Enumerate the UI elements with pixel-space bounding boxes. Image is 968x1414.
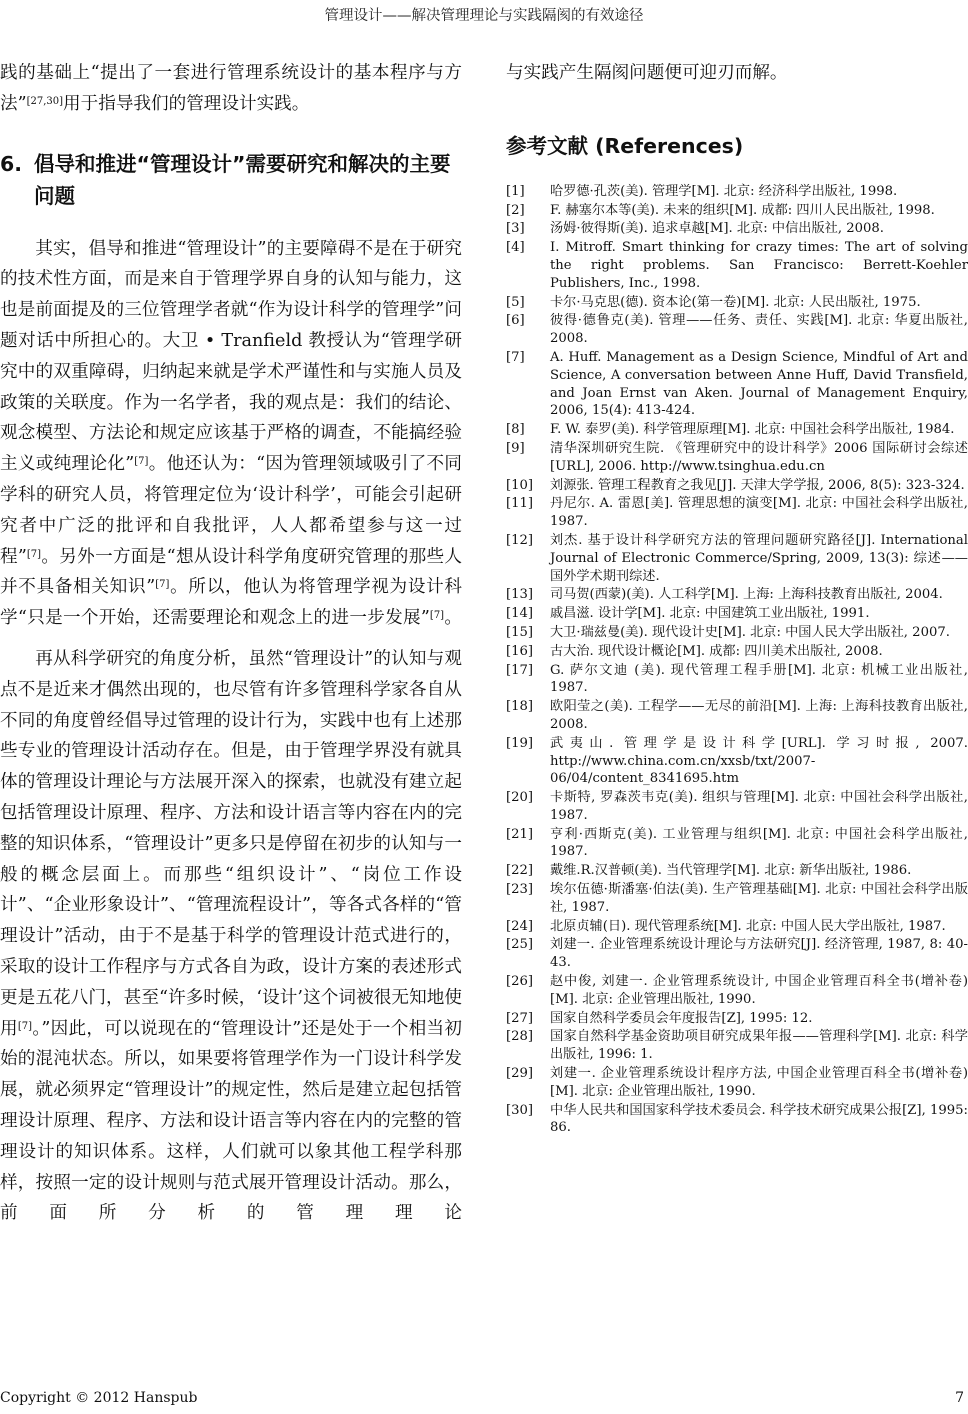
section-heading <box>0 148 462 212</box>
reference-number: [21] <box>506 826 534 842</box>
reference-item <box>506 349 968 420</box>
text-run: 用于指导我们的管理设计实践。 <box>63 93 310 114</box>
reference-item <box>506 421 968 439</box>
reference-number: [26] <box>506 974 534 990</box>
citation: [7] <box>17 1020 33 1032</box>
reference-number: [12] <box>506 532 534 548</box>
text-run: 践的基础上“提出了一套进行管理系统设计的基本程序与方法” <box>0 63 462 114</box>
reference-item <box>506 698 968 734</box>
reference-number: [24] <box>506 918 534 934</box>
text-run: 。他还认为：“因为管理领域吸引了不同学科的研究人员，将管理定位为‘设计科学’，可能会引起研究者中广泛的批评和自我批评，人人都希望参与这一过程” <box>0 454 462 567</box>
reference-item <box>506 1010 968 1028</box>
reference-text: 刘建一. 企业管理系统设计程序方法, 中国企业管理百科全书(增补卷)[M]. 北京: 企业管理出版社, 1990. <box>550 1066 968 1099</box>
reference-item <box>506 239 968 292</box>
reference-text: 卡斯特, 罗森茨韦克(美). 组织与管理[M]. 北京: 中国社会科学出版社, 1987. <box>550 790 968 823</box>
reference-item <box>506 826 968 862</box>
reference-number: [28] <box>506 1029 534 1045</box>
reference-number: [8] <box>506 422 525 438</box>
reference-text: 赵中俊, 刘建一. 企业管理系统设计, 中国企业管理百科全书(增补卷)[M]. 北京: 企业管理出版社, 1990. <box>550 974 968 1007</box>
text-run: 。另外一方面是“想从设计科学角度研究管理的那些人并不具备相关知识” <box>0 546 463 598</box>
reference-item <box>506 294 968 312</box>
reference-text: 中华人民共和国国家科学技术委员会. 科学技术研究成果公报[Z], 1995: 86. <box>550 1102 968 1136</box>
reference-item <box>506 918 968 936</box>
reference-number: [16] <box>506 643 534 659</box>
reference-number: [30] <box>506 1102 534 1118</box>
reference-item <box>506 1028 968 1064</box>
reference-text: 国家自然科学委员会年度报告[Z], 1995: 12. <box>550 1010 813 1026</box>
reference-text: 卡尔·马克思(德). 资本论(第一卷)[M]. 北京: 人民出版社, 1975. <box>550 294 921 310</box>
reference-item <box>506 1102 968 1138</box>
reference-number: [3] <box>506 221 525 237</box>
reference-text: 国家自然科学基金资助项目研究成果年报——管理科学[M]. 北京: 科学出版社, 1996: 1. <box>550 1029 968 1063</box>
paragraph <box>0 644 462 1229</box>
page-number: 7 <box>955 1390 964 1406</box>
text-run: 。”因此，可以说现在的“管理设计”还是处于一个相当初始的混沌状态。所以，如果要将管理学作为一门设计科学发展，就必须界定“管理设计”的规定性，然后是建立起包括管理设计原理、程序、方法和设计语言等内容在内的完整的管理设计的知识体系。这样，人们就可以象其他工程学科那样，按照一定的设计规则与范式展开管理设计活动。那么，前面所分析的管理理论 <box>0 1018 462 1224</box>
reference-item <box>506 936 968 972</box>
reference-text: 北原贞辅(日). 现代管理系统[M]. 北京: 中国人民大学出版社, 1987. <box>550 918 946 934</box>
reference-text: 汤姆·彼得斯(美). 追求卓越[M]. 北京: 中信出版社, 2008. <box>550 221 885 237</box>
citation: [7] <box>155 579 170 591</box>
section-title: 倡导和推进“管理设计”需要研究和解决的主要问题 <box>34 151 451 208</box>
reference-text: 大卫·瑞兹曼(美). 现代设计史[M]. 北京: 中国人民大学出版社, 2007. <box>550 624 950 640</box>
reference-text: A. Huff. Management as a Design Science, Mindful of Art and Science, A conversation between Anne Huff, David Transfield, and Joan Ernst van Aken. Journal of Management Enquiry, 2006, 15(4): 413-424. <box>550 349 968 419</box>
reference-number: [18] <box>506 699 534 715</box>
text-run: 。所以，他认为将管理学视为设计科学“只是一个开始，还需要理论和观念上的进一步发展” <box>0 577 462 629</box>
section-number: 6. <box>0 151 23 176</box>
reference-number: [11] <box>506 496 534 512</box>
reference-number: [19] <box>506 735 534 751</box>
reference-text: I. Mitroff. Smart thinking for crazy times: The art of solving the right problems. San Francisco: Berrett-Koehler Publishers, Inc., 1998. <box>550 240 968 291</box>
citation: [7] <box>429 610 445 622</box>
reference-text: 哈罗德·孔茨(美). 管理学[M]. 北京: 经济科学出版社, 1998. <box>550 183 898 199</box>
reference-item <box>506 495 968 531</box>
reference-text: 古大治. 现代设计概论[M]. 成都: 四川美术出版社, 2008. <box>550 643 883 659</box>
paragraph-continued <box>0 58 462 120</box>
reference-item <box>506 440 968 476</box>
reference-text: 埃尔伍德·斯潘塞·伯法(美). 生产管理基础[M]. 北京: 中国社会科学出版社, 1987. <box>550 882 968 915</box>
reference-number: [17] <box>506 662 534 678</box>
reference-number: [1] <box>506 183 525 199</box>
reference-list <box>506 183 968 1137</box>
reference-item <box>506 881 968 917</box>
reference-text: G. 萨尔文迪 (美). 现代管理工程手册[M]. 北京: 机械工业出版社, 1987. <box>550 662 968 696</box>
reference-number: [4] <box>506 240 525 256</box>
text-run: 再从科学研究的角度分析，虽然“管理设计”的认知与观点不是近来才偶然出现的，也尽管有许多管理科学家各自从不同的角度曾经倡导过管理的设计行为，实践中也有上述那些专业的管理设计活动存在。但是，由于管理学界没有就具体的管理设计理论与方法展开深入的探索，也就没有建立起包括管理设计原理、程序、方法和设计语言等内容在内的完整的知识体系，“管理设计”更多只是停留在初步的认知与一般的概念层面上。而那些“组织设计”、“岗位工作设计”、“企业形象设计”、“管理流程设计”，等各式各样的“管理设计”活动，由于不是基于科学的管理设计范式进行的，采取的设计工作程序与方式各自为政，设计方案的表述形式更是五花八门，甚至“许多时候，‘设计’这个词被很无知地使用 <box>0 648 462 1039</box>
reference-number: [13] <box>506 587 534 603</box>
reference-number: [25] <box>506 937 534 953</box>
paragraph <box>0 234 462 634</box>
reference-item <box>506 586 968 604</box>
citation: [27,30] <box>26 95 64 107</box>
reference-number: [29] <box>506 1066 534 1082</box>
reference-item <box>506 477 968 495</box>
reference-text: 戴维.R.汉普顿(美). 当代管理学[M]. 北京: 新华出版社, 1986. <box>550 863 912 879</box>
reference-number: [5] <box>506 294 525 310</box>
reference-number: [7] <box>506 349 525 365</box>
reference-text: 戚昌滋. 设计学[M]. 北京: 中国建筑工业出版社, 1991. <box>550 606 870 622</box>
references-heading: 参考文献 (References) <box>506 133 744 158</box>
reference-number: [23] <box>506 882 534 898</box>
reference-number: [2] <box>506 202 525 218</box>
reference-number: [6] <box>506 313 525 329</box>
reference-item <box>506 624 968 642</box>
reference-item <box>506 312 968 348</box>
reference-number: [27] <box>506 1010 534 1026</box>
reference-text: 亨利·西斯克(美). 工业管理与组织[M]. 北京: 中国社会科学出版社, 1987. <box>550 826 968 860</box>
right-column <box>506 58 968 1138</box>
reference-text: F. W. 泰罗(美). 科学管理原理[M]. 北京: 中国社会科学出版社, 1984. <box>550 422 955 438</box>
text-run: 其实，倡导和推进“管理设计”的主要障碍不是在于研究的技术性方面，而是来自于管理学界自身的认知与能力，这也是前面提及的三位管理学者就“作为设计科学的管理学”问题对话中所担心的。大卫 • Tranfield 教授认为“管理学研究中的双重障碍，归纳起来就是学术严谨性和与实施人员及政策的关联度。作为一名学者，我的观点是：我们的结论、观念模型、方法论和规定应该基于严格的调查，不能搞经验主义或纯理论化” <box>0 238 462 475</box>
citation: [7] <box>134 456 149 468</box>
left-column <box>0 58 462 1229</box>
reference-number: [14] <box>506 606 534 622</box>
reference-item <box>506 1065 968 1101</box>
reference-item <box>506 605 968 623</box>
reference-text: 丹尼尔. A. 雷恩[美]. 管理思想的演变[M]. 北京: 中国社会科学出版社, 1987. <box>550 496 968 530</box>
reference-number: [9] <box>506 440 525 456</box>
reference-text: 刘杰. 基于设计科学研究方法的管理问题研究路径[J]. International Journal of Electronic Commerce/Spring, 2009, 13(3): 综述——国外学术期刊综述. <box>550 532 968 584</box>
text-run: 。 <box>444 608 462 629</box>
paragraph-continued: 与实践产生隔阂问题便可迎刃而解。 <box>506 63 788 83</box>
reference-item <box>506 662 968 698</box>
reference-text: F. 赫塞尔本等(美). 未来的组织[M]. 成都: 四川人民出版社, 1998. <box>550 202 935 218</box>
reference-text: 刘源张. 管理工程教育之我见[J]. 天津大学学报, 2006, 8(5): 323-324. <box>550 477 965 493</box>
reference-item <box>506 735 968 788</box>
reference-item <box>506 202 968 220</box>
reference-item <box>506 643 968 661</box>
reference-number: [20] <box>506 790 534 806</box>
reference-text: 刘建一. 企业管理系统设计理论与方法研究[J]. 经济管理, 1987, 8: 40-43. <box>550 937 968 971</box>
reference-text: 清华深圳研究生院. 《管理研究中的设计科学》2006 国际研讨会综述[URL], 2006. http://www.tsinghua.edu.cn <box>550 440 968 474</box>
reference-item <box>506 532 968 585</box>
reference-text: 彼得·德鲁克(美). 管理——任务、责任、实践[M]. 北京: 华夏出版社, 2008. <box>550 313 968 347</box>
reference-item <box>506 789 968 825</box>
reference-number: [10] <box>506 477 534 493</box>
reference-text: 武夷山. 管理学是设计科学[URL]. 学习时报, 2007. http://www.china.com.cn/xxsb/txt/2007-06/04/content_8341695.htm <box>550 735 968 787</box>
running-header: 管理设计——解决管理理论与实践隔阂的有效途径 <box>324 8 644 24</box>
reference-number: [22] <box>506 863 534 879</box>
reference-item <box>506 862 968 880</box>
reference-number: [15] <box>506 624 534 640</box>
reference-item <box>506 220 968 238</box>
reference-item <box>506 183 968 201</box>
reference-text: 司马贺(西蒙)(美). 人工科学[M]. 上海: 上海科技教育出版社, 2004. <box>550 587 943 603</box>
citation: [7] <box>26 548 42 560</box>
reference-text: 欧阳莹之(美). 工程学——无尽的前沿[M]. 上海: 上海科技教育出版社, 2008. <box>550 699 968 732</box>
copyright: Copyright © 2012 Hanspub <box>0 1390 198 1406</box>
reference-item <box>506 973 968 1009</box>
